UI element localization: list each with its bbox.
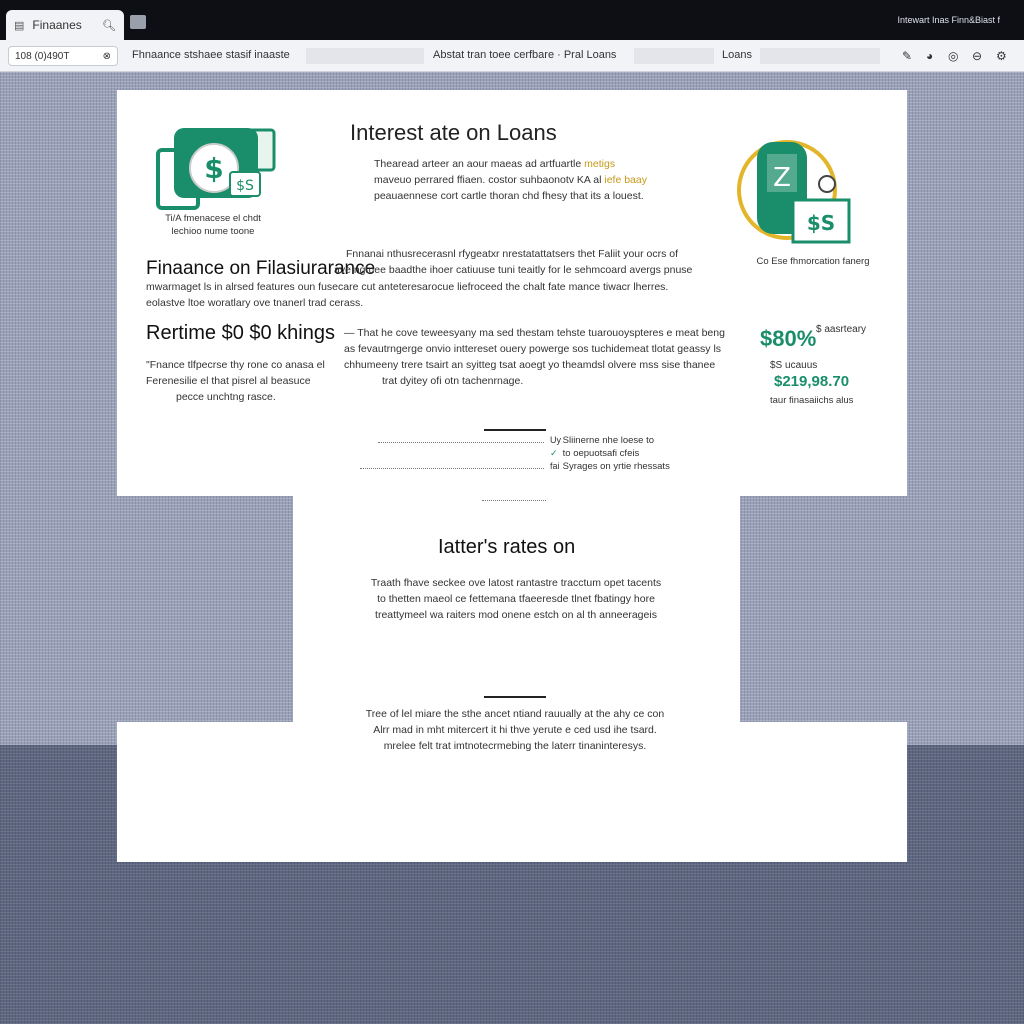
divider-2 (484, 696, 546, 698)
svg-text:$S: $S (806, 211, 836, 235)
section1-line-1: Fnnanai nthusrecerasnl rfygeatxr nrestatattatsers thet Faliit your ocrs of (346, 248, 679, 260)
breadcrumb-middle[interactable]: Abstat tran toee cerfbare · Pral Loans (433, 49, 617, 61)
browser-tab[interactable] (6, 10, 124, 40)
dotted-line-3 (482, 500, 546, 501)
section-heading-rertime: Rertime $0 $0 khings (146, 322, 335, 344)
breadcrumb-left[interactable]: Fhnaance stshaee stasif inaaste (132, 49, 290, 61)
stat-label: $ aasrteary (816, 324, 867, 335)
section2-right-text: — That he cove teweesyany ma sed thestam tehste tuarouoyspteres e meat beng as fevautrngerge onvio inttereset ouery powerge sos tuchidemeat tlotat geassy ls chhumeeny trere tsairt an syitteg tsat aoegt yo theamdsl olvere mss sise thanee trat dyitey ofi otn tachenrnage. (344, 327, 725, 387)
address-field-blank[interactable] (306, 48, 424, 64)
bookmark-icon[interactable]: ✎ (902, 49, 913, 63)
dotted-line-2 (360, 468, 544, 469)
address-bar-row (0, 40, 1024, 72)
url-input[interactable] (8, 46, 118, 66)
intro-paragraph: Thearead arteer an aour maeas ad artfuartle metigs maveuo perrared ffiaen. costor suhbaonotv KA al iefe baay peauaennese cort cartle thoran chd fhesy that its a louest. (374, 158, 647, 202)
logo-left-caption: Ti/A fmenacese el chdt lechioo nume toone (165, 213, 261, 237)
section1-line-4: eolastve ltoe woratlary ove tnanerl trad cerass. (146, 297, 364, 309)
settings-icon[interactable]: ⚙ (996, 49, 1007, 63)
address-field-blank-2[interactable] (634, 48, 714, 64)
window-label: Intewart Inas Finn&Biast f (897, 15, 1000, 25)
section-heading-finance: Finaance on Filasiurarance (146, 258, 376, 279)
page-icon: ▤ (14, 19, 25, 32)
url-text: 108 (0)490T (15, 50, 70, 62)
new-tab-button[interactable] (130, 15, 146, 29)
search-icon[interactable]: 🔍︎ (102, 19, 116, 32)
section3-paragraph: Traath fhave seckee ove latost rantastre tracctum opet tacents to thetten maeol ce fettemana tfaeeresde tlnet fbatingy hore treattymeel wa raiters mod onene estch on al th anneerageis (370, 577, 662, 621)
svg-text:$S: $S (236, 178, 254, 194)
stat-caption: taur finasaiichs alus (770, 395, 854, 406)
svg-text:Z: Z (773, 163, 791, 193)
divider-1 (484, 429, 546, 431)
browser-titlebar (0, 0, 1024, 40)
section2-left-text: "Fnance tlfpecrse thy rone co anasa el Ferenesilie el that pisrel al beasuce pecce unchtng rasce. (146, 359, 325, 403)
dotted-line-1 (378, 442, 544, 443)
stat-sub: $S ucauus (770, 360, 818, 371)
section1-line-3: mwarmaget ls in alrsed features oun fusecare cut anteteresarocue liefroceed the chalt fate mance tiwacr lherres. (146, 281, 669, 293)
close-icon[interactable]: ⊗ (102, 50, 111, 62)
address-field-blank-3[interactable] (760, 48, 880, 64)
extension-icon[interactable]: ◕ (926, 49, 934, 63)
logo-right-caption: Co Ese fhmorcation fanerg (756, 256, 870, 267)
tab-title: Finaanes (32, 18, 82, 32)
loan-logo-right (735, 134, 861, 252)
section-heading-rates: Iatter's rates on (438, 536, 576, 558)
footer-paragraph: Tree of lel miare the sthe ancet ntiand rauually at the ahy ce con Alrr mad in mht mitercert it hi thve yerute e ced usd ihe tsard. mrelee felt trat imtnotecrmebing the laterr tinaninteresys. (365, 708, 665, 752)
breadcrumb-right[interactable]: Loans (722, 49, 752, 61)
stat-value-secondary: $219,98.70 (774, 373, 850, 390)
bullet-list (550, 434, 670, 473)
profile-icon[interactable]: ⊖ (972, 49, 983, 63)
zoom-icon[interactable]: ◎ (948, 49, 959, 63)
list-item: Uy Sliinerne nhe loese to (550, 435, 655, 446)
page-title: Interest ate on Loans (350, 120, 557, 145)
finance-logo-left (152, 120, 278, 212)
list-item: fai Syrages on yrtie rhessats (550, 461, 670, 472)
stat-value: $80% (760, 326, 817, 351)
list-item: ✓ to oepuotsafi cfeis (550, 448, 640, 459)
svg-text:$: $ (204, 152, 224, 185)
section1-line-2: ave ngtuee baadthe ihoer catiuuse tuni teaitly for le sehmcoard avergs pnuse (334, 264, 693, 276)
